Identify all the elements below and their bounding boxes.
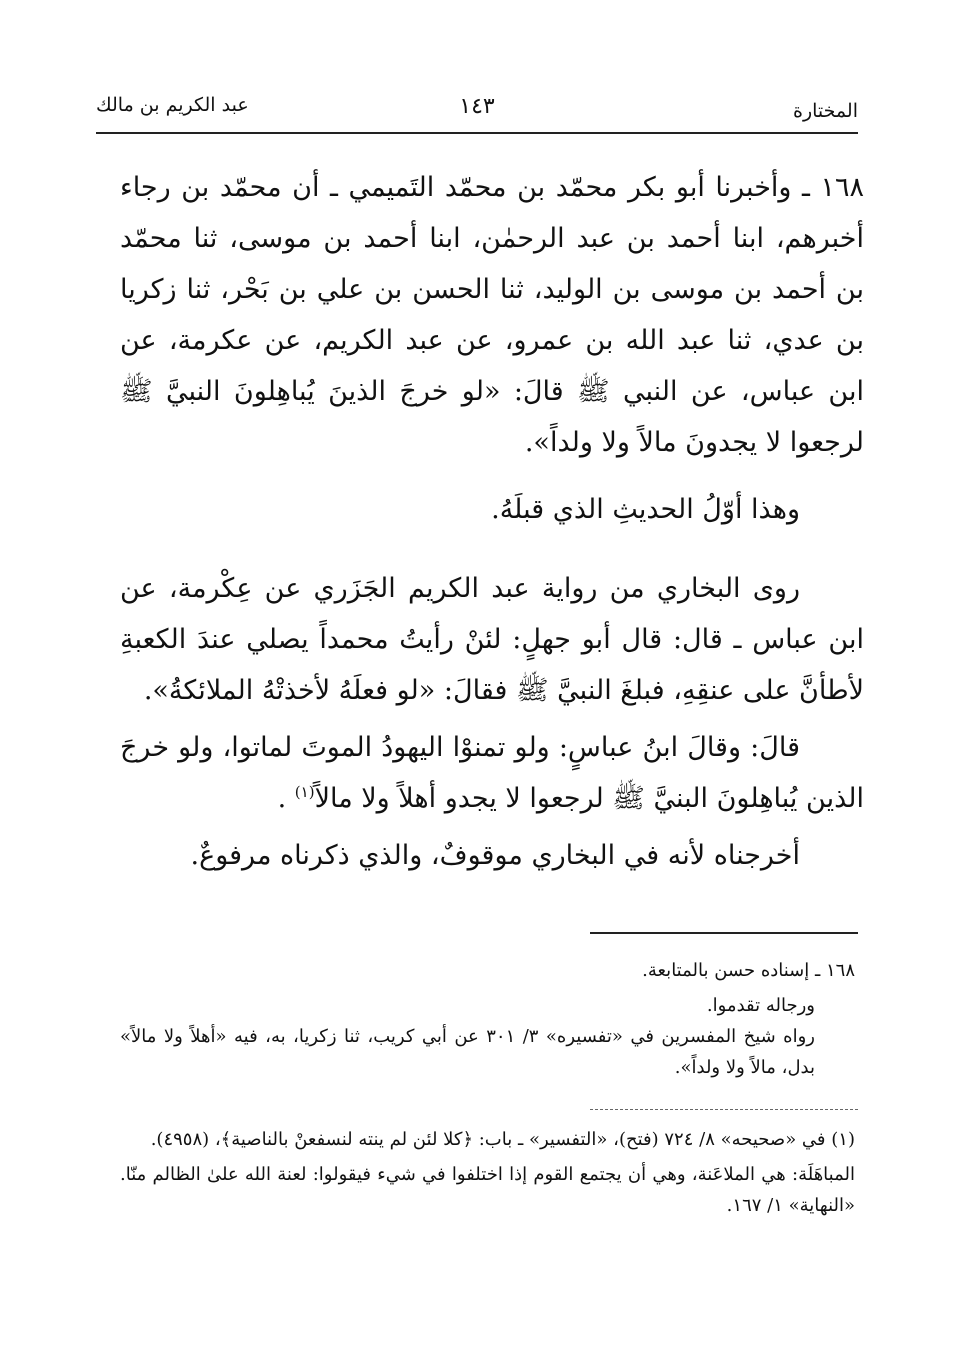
note-line-2: ورجاله تقدموا. xyxy=(706,995,815,1016)
ibn-abbas-text: قالَ: وقالَ ابنُ عباسٍ: ولو تمنوْا اليهودُ الموتَ لماتوا، ولو خرجَ الذين يُباهِلونَ البنيَّ ﷺ لرجعوا لا يجدو أهلاً ولا مالاً xyxy=(120,732,864,814)
running-title: عبد الكريم بن مالك xyxy=(96,94,249,116)
conclusion-paragraph: أخرجناه لأنه في البخاري موقوفٌ، والذي ذكرناه مرفوعٌ. xyxy=(190,840,800,871)
note-paragraph: وهذا أوّلُ الحديثِ الذي قبلَهُ. xyxy=(491,494,800,525)
footnote-rule xyxy=(590,932,858,934)
footnote-ref-1: (١) xyxy=(294,783,315,801)
main-text xyxy=(120,162,864,881)
editor-notes xyxy=(120,955,855,1083)
note-line-3: رواه شيخ المفسرين في «تفسيره» ٣/ ٣٠١ عن أبي كريب، ثنا زكريا، به، فيه «أهلاً ولا مالاً» بدل، مالاً ولا ولداً». xyxy=(120,1026,815,1078)
page-header xyxy=(96,92,858,132)
note-line-1: ١٦٨ ـ إسناده حسن بالمتابعة. xyxy=(642,960,855,981)
bukhari-paragraph: روى البخاري من رواية عبد الكريم الجَزَري عن عِكْرمة، عن ابن عباس ـ قال: قال أبو جهلٍ: لئنْ رأيتُ محمداً يصلي عندَ الكعبةِ لأطأنَّ على عنقِهِ، فبلغَ النبيَّ ﷺ فقالَ: «لو فعلَهُ لأخذتْهُ الملائكةُ». xyxy=(120,573,864,706)
page-number: ١٤٣ xyxy=(459,94,495,119)
ibn-abbas-paragraph xyxy=(120,722,864,824)
footnotes xyxy=(120,1124,855,1221)
footnote-separator xyxy=(590,1109,858,1110)
footnote-1: (١) في «صحيحه» ٨/ ٧٢٤ (فتح)، «التفسير» ـ باب: ﴿كلا لئن لم ينته لنسفعنْ بالناصية﴾، (٤٩٥٨). xyxy=(150,1129,855,1150)
ibn-abbas-end: . xyxy=(277,783,287,814)
hadith-168-paragraph: ١٦٨ ـ وأخبرنا أبو بكر محمّد بن محمّد التَميمي ـ أن محمّد بن رجاء أخبرهم، ابنا أحمد بن عبد الرحمٰن، ابنا أحمد بن موسى، ثنا محمّد بن أحمد بن موسى بن الوليد، ثنا الحسن بن علي بن بَحْر، ثنا زكريا بن عدي، ثنا عبد الله بن عمرو، عن عبد الكريم، عن عكرمة، عن ابن عباس، عن النبي ﷺ قالَ: «لو خرجَ الذينَ يُباهِلونَ النبيَّ ﷺ لرجعوا لا يجدونَ مالاً ولا ولداً». xyxy=(120,172,865,458)
book-title: المختارة xyxy=(793,100,858,122)
footnote-definition: المباهَلَة: هي الملاعَنة، وهي أن يجتمع القوم إذا اختلفوا في شيء فيقولوا: لعنة الله علىٰ الظالم منّا. «النهاية» ١/ ١٦٧. xyxy=(120,1164,855,1216)
header-rule xyxy=(96,132,858,134)
